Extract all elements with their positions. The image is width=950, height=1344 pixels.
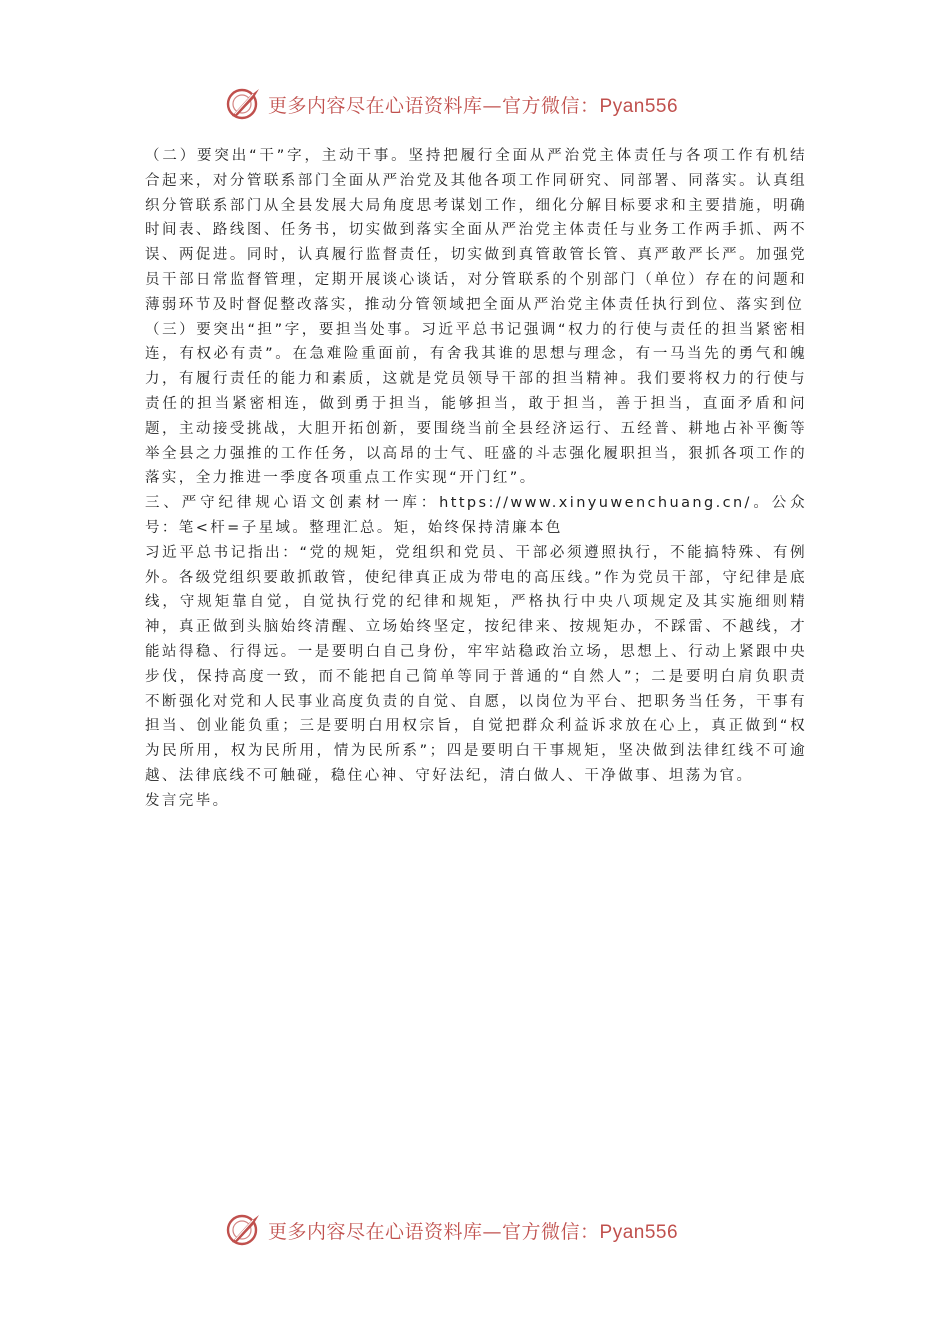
footer-banner [226,1210,726,1250]
paragraph-discipline-body: 习近平总书记指出：“党的规矩，党组织和党员、干部必须遵照执行，不能搞特殊、有例外。各级党组织要敢抓敢管，使纪律真正成为带电的高压线。”作为党员干部，守纪律是底线，守规矩靠自觉，自觉执行党的纪律和规矩，严格执行中央八项规定及其实施细则精神，真正做到头脑始终清醒、立场始终坚定，按纪律来、按规矩办，不踩雷、不越线，才能站得稳、行得远。一是要明白自己身份，牢牢站稳政治立场，思想上、行动上紧跟中央步伐，保持高度一致，而不能把自己简单等同于普通的“自然人”；二是要明白肩负职责不断强化对党和人民事业高度负责的自觉、自愿，以岗位为平台、把职务当任务，干事有担当、创业能负重；三是要明白用权宗旨，自觉把群众利益诉求放在心上，真正做到“权为民所用，权为民所用，情为民所系”；四是要明白干事规矩，坚决做到法律红线不可逾越、法律底线不可触碰，稳住心神、守好法纪，清白做人、干净做事、坦荡为官。 [145,544,807,784]
footer-banner-account: Pyan556 [599,1221,679,1243]
quill-pen-logo-icon [226,1212,262,1248]
header-banner-text [268,91,678,118]
header-banner-label: 更多内容尽在心语资料库—官方微信： [268,94,600,117]
paragraph-section-two: （二）要突出“干”字，主动干事。坚持把履行全面从严治党主体责任与各项工作有机结合起来，对分管联系部门全面从严治党及其他各项工作同研究、同部署、同落实。认真组织分管联系部门从全县发展大局角度思考谋划工作，细化分解目标要求和主要措施，明确时间表、路线图、任务书，切实做到落实全面从严治党主体责任与业务工作两手抓、两不误、两促进。同时，认真履行监督责任，切实做到真管敢管长管、真严敢严长严。加强党员干部日常监督管理，定期开展谈心谈话，对分管联系的个别部门（单位）存在的问题和薄弱环节及时督促整改落实，推动分管领域把全面从严治党主体责任执行到位、落实到位 [145,148,807,313]
header-banner-account: Pyan556 [599,95,679,117]
paragraph-section-three: （三）要突出“担”字，要担当处事。习近平总书记强调“权力的行使与责任的担当紧密相连，有权必有责”。在急难险重面前，有舍我其谁的思想与理念，有一马当先的勇气和魄力，有履行责任的能力和素质，这就是党员领导干部的担当精神。我们要将权力的行使与责任的担当紧密相连，做到勇于担当，能够担当，敢于担当，善于担当，直面矛盾和问题，主动接受挑战，大胆开拓创新，要围绕当前全县经济运行、五经普、耕地占补平衡等举全县之力强推的工作任务，以高昂的士气、旺盛的斗志强化履职担当，狠抓各项工作的落实，全力推进一季度各项重点工作实现“开门红”。 [145,321,807,487]
paragraph-heading-discipline: 三、严守纪律规心语文创素材一库：https://www.xinyuwenchuang.cn/。公众号：笔<杆=子星域。整理汇总。矩，始终保持清廉本色 [145,495,807,536]
footer-banner-text [268,1217,678,1244]
footer-banner-label: 更多内容尽在心语资料库—官方微信： [268,1220,600,1243]
paragraph-closing: 发言完毕。 [145,792,230,809]
header-banner [226,84,726,124]
quill-pen-logo-icon [226,86,262,122]
document-body [145,144,807,814]
